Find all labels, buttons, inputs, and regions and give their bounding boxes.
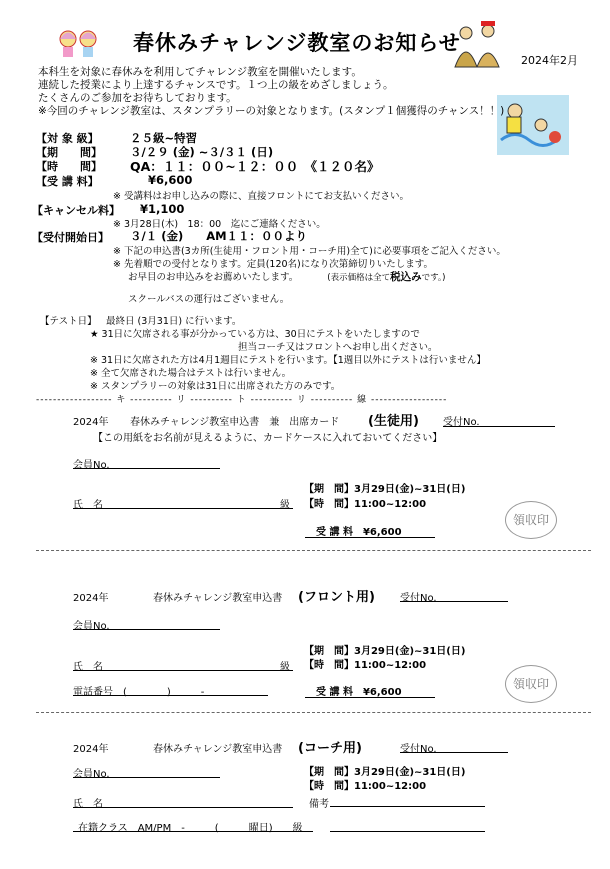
form2-name-field[interactable] <box>73 670 293 671</box>
form2-grade: 級 <box>280 662 290 673</box>
swimmers-illustration <box>497 95 569 155</box>
tax-note-end: です。) <box>421 273 446 283</box>
form2-phone-field[interactable] <box>73 695 268 696</box>
form2-period: 【期 間】3月29日(金)~31日(日) <box>304 646 466 657</box>
form1-receipt-line[interactable] <box>443 426 555 427</box>
intro-line: たくさんのご参加をお待ちしております。 <box>38 92 237 104</box>
form2-member: 会員No. <box>73 621 110 632</box>
girls-illustration <box>54 26 104 58</box>
form2-title: 春休みチャレンジ教室申込書 <box>153 593 283 604</box>
form1-receipt-stamp: 領収印 <box>505 501 557 539</box>
accept-value: ３/１ (金) AM１１：００より <box>130 229 308 243</box>
time-value: QA：１１：００~１２：００ 《１２０名》 <box>130 159 380 174</box>
intro-line: 連続した授業により上達するチャンスです。１つ上の級をめざしましょう。 <box>38 79 394 91</box>
page-title: 春休みチャレンジ教室のお知らせ <box>133 31 461 55</box>
accept-note: ※ 下記の申込書(3カ所(生徒用・フロント用・コーチ用)全て)に必要事項をご記入ください。 <box>113 246 506 257</box>
period-value: ３/２９ (金) ~３/３１ (日) <box>130 145 274 159</box>
form1-member: 会員No. <box>73 460 110 471</box>
form3-time: 【時 間】11:00~12:00 <box>304 781 427 792</box>
form3-name: 氏 名 <box>73 799 103 810</box>
intro-line: ※今回のチャレンジ教室は、スタンプラリーの対象となります。(スタンプ１個獲得のチャンス！！) <box>38 105 505 117</box>
issue-date: 2024年2月 <box>521 54 578 67</box>
test-label: 【テスト日】 <box>40 316 97 327</box>
form3-receipt-line[interactable] <box>400 752 508 753</box>
form3-class-field[interactable] <box>73 831 313 832</box>
form2-fee: 受 講 料 ¥6,600 <box>316 687 402 698</box>
test-line: 担当コーチ又はフロントへお申し出ください。 <box>238 342 438 353</box>
form2-kind: (フロント用) <box>298 590 375 605</box>
form1-title: 春休みチャレンジ教室申込書 兼 出席カード <box>130 417 340 428</box>
test-line: ※ スタンプラリーの対象は31日に出席された方のみです。 <box>90 381 341 392</box>
tax-note: (表示価格は全て <box>327 273 391 283</box>
cancel-note: ※ 3月28日(木) 18：00 迄にご連絡ください。 <box>113 219 326 230</box>
form2-year: 2024年 <box>73 593 109 604</box>
form3-name-field[interactable] <box>73 807 293 808</box>
form2-member-field[interactable] <box>73 629 220 630</box>
form1-time: 【時 間】11:00~12:00 <box>304 499 427 510</box>
form1-name-field[interactable] <box>73 508 293 509</box>
form2-receipt-stamp: 領収印 <box>505 665 557 703</box>
form1-kind: (生徒用) <box>368 414 419 429</box>
form2-receipt: 受付No. <box>400 593 437 604</box>
test-line: ★ 31日に欠席される事が分かっている方は、30日にテストをいたしますので <box>90 329 420 340</box>
form3-member-field[interactable] <box>73 777 220 778</box>
form-separator <box>36 550 591 551</box>
period-label: 【期 間】 <box>36 146 102 159</box>
form3-class: 在籍クラス AM/PM - ( 曜日) 級 <box>78 823 303 834</box>
form3-period: 【期 間】3月29日(金)~31日(日) <box>304 767 466 778</box>
form2-fee-line <box>305 697 435 698</box>
accept-note: ※ 先着順での受付となります。定員(120名)になり次第締切りいたします。 <box>113 259 434 270</box>
cancel-value: ¥1,100 <box>140 202 185 216</box>
target-label: 【対 象 級】 <box>36 132 99 145</box>
form3-remarks: 備考 <box>309 799 329 810</box>
fee-note: ※ 受講料はお申し込みの際に、直接フロントにてお支払いください。 <box>113 191 409 202</box>
test-line: ※ 全て欠席された場合はテストは行いません。 <box>90 368 292 379</box>
form-separator <box>36 712 591 713</box>
accept-label: 【受付開始日】 <box>32 231 109 244</box>
form3-remarks-field[interactable] <box>330 806 485 807</box>
form1-name: 氏 名 <box>73 500 103 511</box>
tax-included: 税込み <box>390 271 422 283</box>
form1-fee: 受 講 料 ¥6,600 <box>316 527 402 538</box>
form1-instruction: 【この用紙をお名前が見えるように、カードケースに入れておいてください】 <box>93 433 443 444</box>
target-value: ２５級~特習 <box>130 131 198 145</box>
test-line: 最終日 (3月31日) に行います。 <box>106 316 242 327</box>
form1-receipt: 受付No. <box>443 417 480 428</box>
form1-fee-line <box>305 537 435 538</box>
form2-phone: 電話番号 ( ) - <box>73 687 205 698</box>
fee-label: 【受 講 料】 <box>36 175 99 188</box>
form3-member: 会員No. <box>73 769 110 780</box>
form3-kind: (コーチ用) <box>298 741 362 756</box>
form3-receipt: 受付No. <box>400 744 437 755</box>
bus-note: スクールバスの運行はございません。 <box>128 294 290 305</box>
form2-receipt-line[interactable] <box>400 601 508 602</box>
form1-member-field[interactable] <box>73 468 220 469</box>
form2-time: 【時 間】11:00~12:00 <box>304 660 427 671</box>
form3-title: 春休みチャレンジ教室申込書 <box>153 744 283 755</box>
form2-name: 氏 名 <box>73 662 103 673</box>
cut-line: ------------------ キ ---------- リ ---------- ト ---------- リ ---------- 線 ------------------ <box>36 395 448 405</box>
form1-period: 【期 間】3月29日(金)~31日(日) <box>304 484 466 495</box>
accept-note-text: お早目のお申込みをお薦めいたします。 <box>128 272 299 283</box>
fee-value: ¥6,600 <box>148 173 193 187</box>
intro-text <box>38 66 504 118</box>
form1-grade: 級 <box>280 500 290 511</box>
test-line: ※ 31日に欠席された方は4月1週目にテストを行います。【1週目以外にテストは行いません】 <box>90 355 486 366</box>
intro-line: 本科生を対象に春休みを利用してチャレンジ教室を開催いたします。 <box>38 66 362 78</box>
form1-year: 2024年 <box>73 417 109 428</box>
form3-year: 2024年 <box>73 744 109 755</box>
cancel-label: 【キャンセル料】 <box>32 204 120 217</box>
form3-remarks-field-2[interactable] <box>330 831 485 832</box>
accept-note <box>128 269 446 284</box>
time-label: 【時 間】 <box>36 160 102 173</box>
